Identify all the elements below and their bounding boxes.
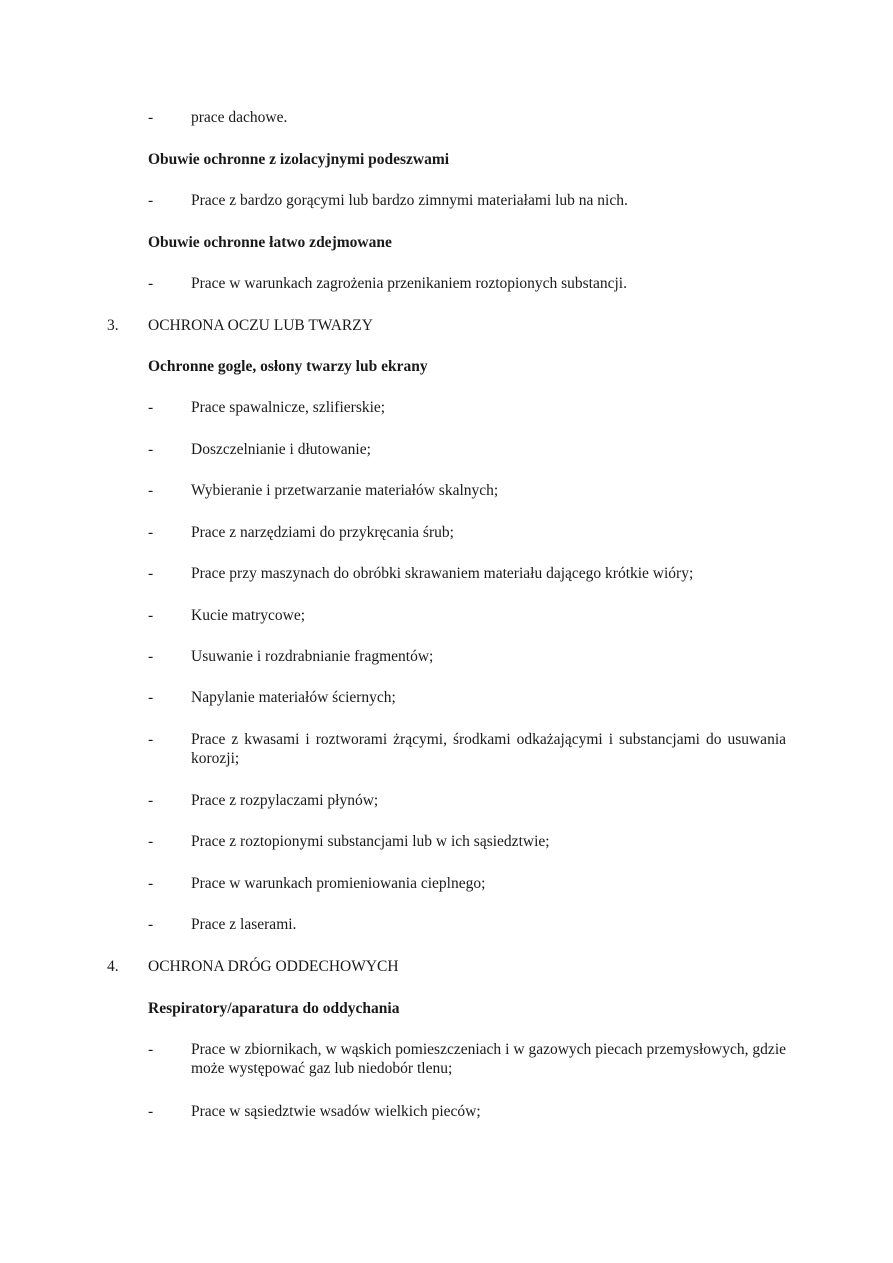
list-item-text: Prace przy maszynach do obróbki skrawaniem materiału dającego krótkie wióry; xyxy=(191,565,694,582)
list-dash: - xyxy=(148,565,154,582)
list-dash: - xyxy=(148,607,154,624)
list-dash: - xyxy=(148,1041,154,1058)
subheading: Ochronne gogle, osłony twarzy lub ekrany xyxy=(148,358,428,375)
subheading: Respiratory/aparatura do oddychania xyxy=(148,1000,400,1017)
list-dash: - xyxy=(148,482,154,499)
section-title: OCHRONA DRÓG ODDECHOWYCH xyxy=(148,958,399,975)
list-dash: - xyxy=(148,109,154,126)
section-number: 3. xyxy=(107,317,119,334)
list-dash: - xyxy=(148,648,154,665)
list-dash: - xyxy=(148,731,154,748)
list-dash: - xyxy=(148,399,154,416)
list-item-text: Wybieranie i przetwarzanie materiałów skalnych; xyxy=(191,482,499,499)
list-item-text: Kucie matrycowe; xyxy=(191,607,306,624)
list-item-text: Prace w warunkach promieniowania cieplnego; xyxy=(191,875,486,892)
list-dash: - xyxy=(148,875,154,892)
list-item-text: Prace z roztopionymi substancjami lub w ich sąsiedztwie; xyxy=(191,833,550,850)
list-dash: - xyxy=(148,833,154,850)
list-item-text: Prace z narzędziami do przykręcania śrub; xyxy=(191,524,454,541)
list-dash: - xyxy=(148,192,154,209)
list-dash: - xyxy=(148,916,154,933)
list-dash: - xyxy=(148,792,154,809)
list-item-text: Prace w warunkach zagrożenia przenikaniem roztopionych substancji. xyxy=(191,275,627,292)
section-title: OCHRONA OCZU LUB TWARZY xyxy=(148,317,373,334)
list-item-text: Napylanie materiałów ściernych; xyxy=(191,689,396,706)
list-item-text: prace dachowe. xyxy=(191,109,288,126)
list-item-text: Prace z bardzo gorącymi lub bardzo zimnymi materiałami lub na nich. xyxy=(191,192,628,209)
subheading: Obuwie ochronne łatwo zdejmowane xyxy=(148,234,392,251)
list-item-text: Doszczelnianie i dłutowanie; xyxy=(191,441,371,458)
list-dash: - xyxy=(148,524,154,541)
list-dash: - xyxy=(148,441,154,458)
section-number: 4. xyxy=(107,958,119,975)
list-item-text: Usuwanie i rozdrabnianie fragmentów; xyxy=(191,648,434,665)
list-dash: - xyxy=(148,275,154,292)
list-dash: - xyxy=(148,1103,154,1120)
subheading: Obuwie ochronne z izolacyjnymi podeszwami xyxy=(148,151,450,168)
list-dash: - xyxy=(148,689,154,706)
list-item-text: Prace spawalnicze, szlifierskie; xyxy=(191,399,386,416)
list-item-text: Prace z kwasami i roztworami żrącymi, środkami odkażającymi i substancjami do usuwania korozji; xyxy=(191,731,786,767)
list-item-text: Prace z rozpylaczami płynów; xyxy=(191,792,379,809)
list-item-text: Prace w zbiornikach, w wąskich pomieszczeniach i w gazowych piecach przemysłowych, gdzie może występować gaz lub niedobór tlenu; xyxy=(191,1041,786,1077)
list-item-text: Prace w sąsiedztwie wsadów wielkich pieców; xyxy=(191,1103,481,1120)
list-item-text: Prace z laserami. xyxy=(191,916,297,933)
